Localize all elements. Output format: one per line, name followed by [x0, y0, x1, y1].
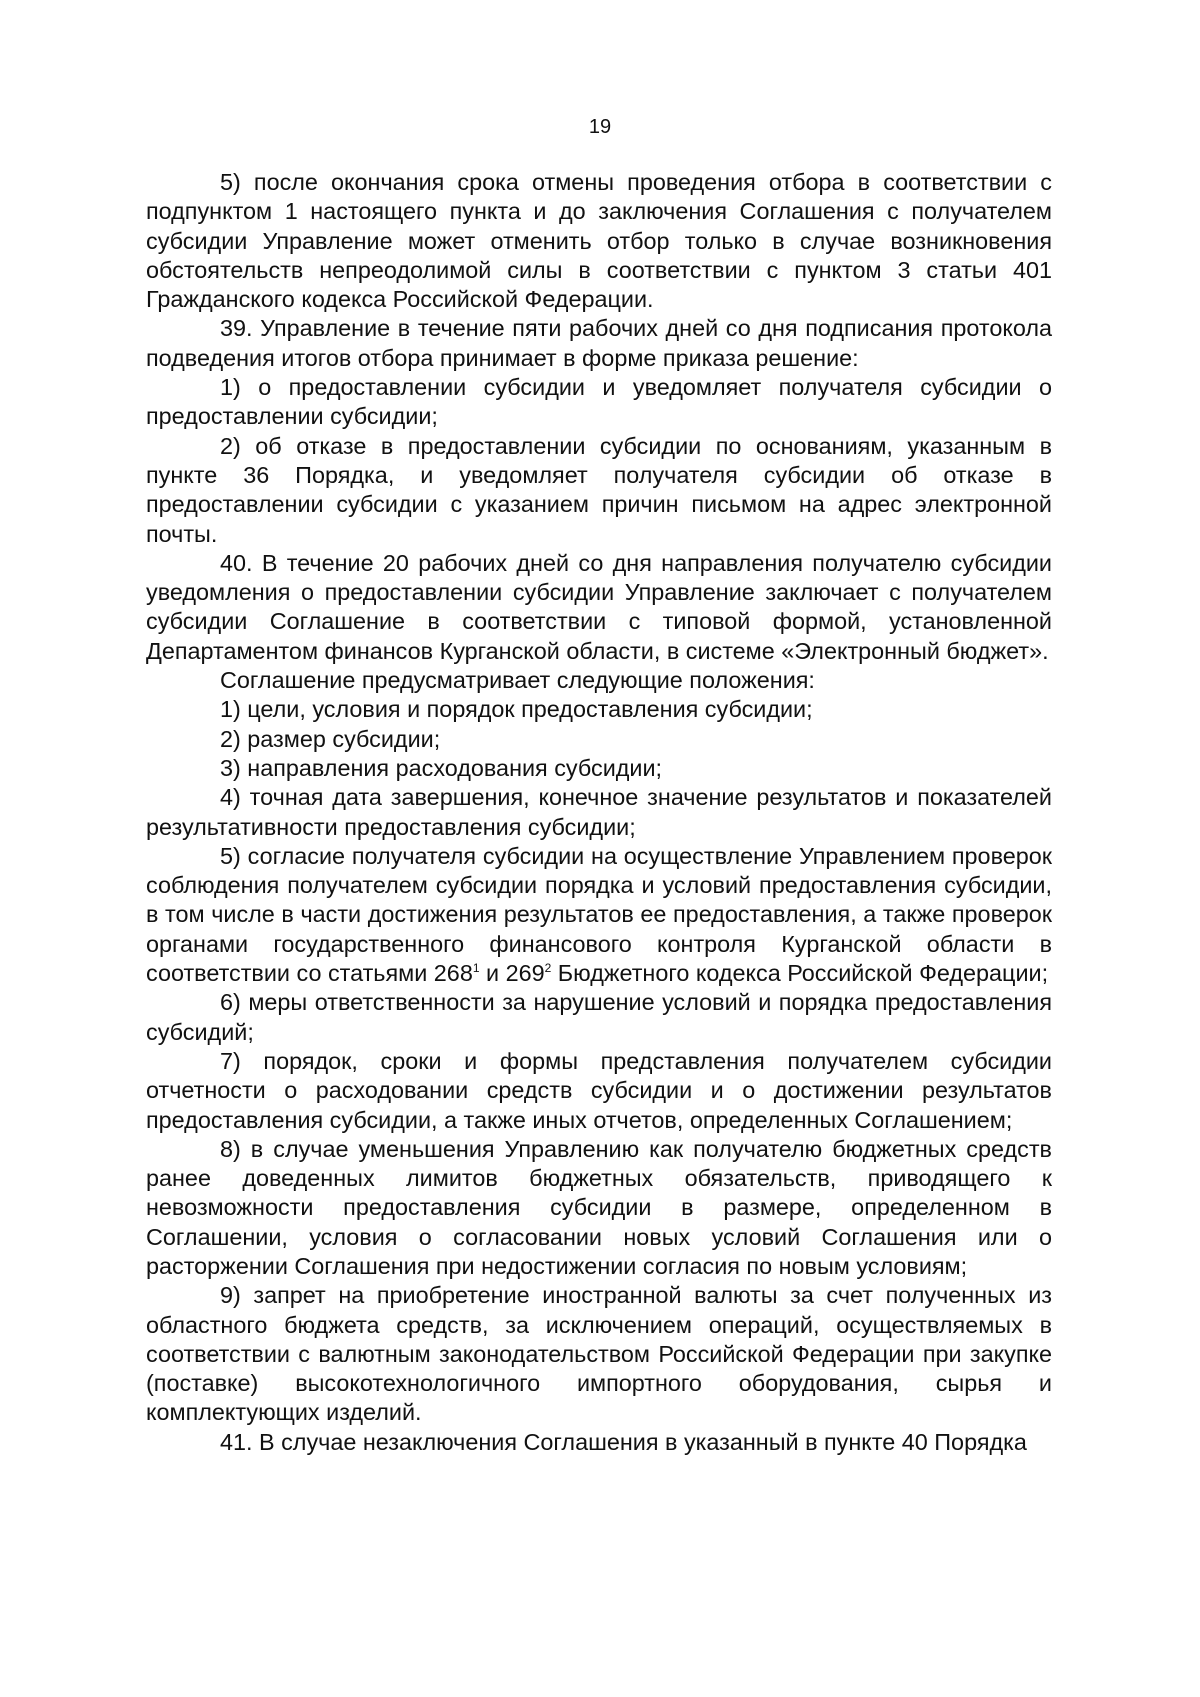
paragraph-item-5-cancel: 5) после окончания срока отмены проведения отбора в соответствии с подпунктом 1 настоящего пункта и до заключения Соглашения с получателем субсидии Управление может отменить отбор только в случае возникновения обстоятельств непреодолимой силы в соответствии с пунктом 3 статьи 401 Гражданского кодекса Российской Федерации.: [146, 169, 1052, 313]
paragraph-clause-41: 41. В случае незаключения Соглашения в указанный в пункте 40 Порядка: [220, 1428, 1027, 1455]
paragraph-provision-4: 4) точная дата завершения, конечное значение результатов и показателей результативности предоставления субсидии;: [146, 784, 1052, 840]
paragraph-provision-5: [146, 842, 1052, 988]
paragraph-clause-40: 40. В течение 20 рабочих дней со дня направления получателю субсидии уведомления о предоставлении субсидии Управление заключает с получателем субсидии Соглашение в соответствии с типовой формой, установленной Департаментом финансов Курганской области, в системе «Электронный бюджет».: [146, 549, 1052, 664]
superscript-1: 1: [472, 961, 480, 976]
paragraph-provision-8: 8) в случае уменьшения Управлению как получателю бюджетных средств ранее доведенных лимитов бюджетных обязательств, приводящего к невозможности предоставления субсидии в размере, определенном в Соглашении, условия о согласовании новых условий Соглашения или о расторжении Соглашения при недостижении согласия по новым условиям;: [146, 1135, 1052, 1279]
provision-5-text-b: и 269: [479, 960, 545, 987]
paragraph-provision-9: 9) запрет на приобретение иностранной валюты за счет полученных из областного бюджета средств, за исключением операций, осуществляемых в соответствии с валютным законодательством Российской Федерации при закупке (поставке) высокотехнологичного импортного оборудования, сырья и комплектующих изделий.: [146, 1282, 1052, 1426]
provision-5-text-a: 5) согласие получателя субсидии на осуществление Управлением проверок соблюдения получателем субсидии порядка и условий предоставления субсидии, в том числе в части достижения результатов ее предоставления, а также проверок органами государственного финансового контроля Курганской области в соответствии со статьями 268: [146, 842, 1052, 987]
superscript-2: 2: [544, 961, 552, 976]
page-number: 19: [588, 116, 612, 138]
paragraph-provision-3: 3) направления расходования субсидии;: [220, 754, 663, 781]
document-body: [146, 168, 1052, 1457]
paragraph-provision-7: 7) порядок, сроки и формы представления получателем субсидии отчетности о расходовании средств субсидии и о достижении результатов предоставления субсидии, а также иных отчетов, определенных Соглашением;: [146, 1047, 1052, 1133]
paragraph-provision-6: 6) меры ответственности за нарушение условий и порядка предоставления субсидий;: [146, 989, 1052, 1045]
paragraph-provision-2: 2) размер субсидии;: [220, 725, 441, 752]
paragraph-item-2-refusal: 2) об отказе в предоставлении субсидии по основаниям, указанным в пункте 36 Порядка, и уведомляет получателя субсидии об отказе в предоставлении субсидии с указанием причин письмом на адрес электронной почты.: [146, 432, 1052, 547]
paragraph-item-1-grant: 1) о предоставлении субсидии и уведомляет получателя субсидии о предоставлении субсидии;: [146, 374, 1052, 430]
paragraph-clause-39: 39. Управление в течение пяти рабочих дней со дня подписания протокола подведения итогов отбора принимает в форме приказа решение:: [146, 315, 1052, 371]
paragraph-provision-1: 1) цели, условия и порядок предоставления субсидии;: [220, 696, 813, 723]
paragraph-agreement-intro: Соглашение предусматривает следующие положения:: [220, 667, 815, 694]
provision-5-text-c: Бюджетного кодекса Российской Федерации;: [551, 960, 1049, 987]
